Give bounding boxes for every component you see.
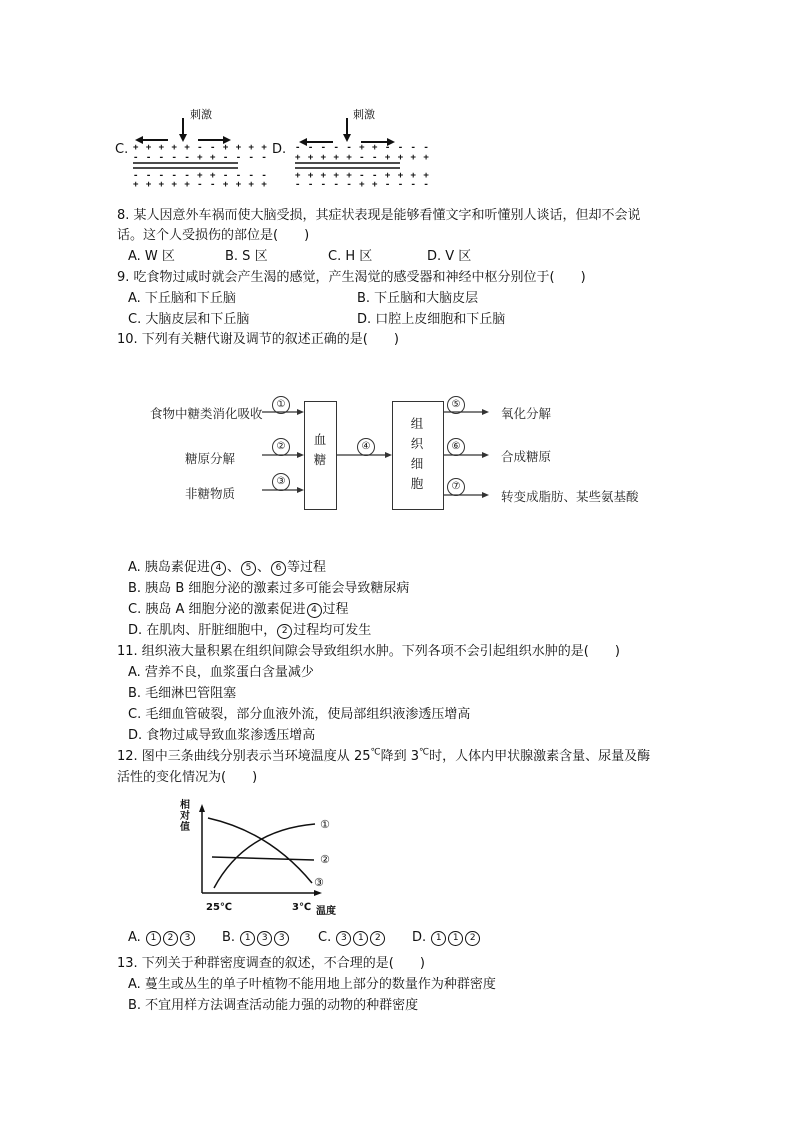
stimulus-label-d: 刺激 [353, 108, 375, 121]
step-7: ⑦ [447, 478, 465, 496]
option-b: B. 毛细淋巴管阻塞 [128, 686, 237, 701]
blood-sugar-label: 血糖 [313, 432, 327, 467]
option-a: A. 下丘脑和下丘脑 [128, 291, 236, 306]
question-stem-cont: 话。这个人受损伤的部位是( ) [117, 228, 310, 243]
output-oxidation: 氧化分解 [501, 406, 552, 421]
question-stem: 10. 下列有关糖代谢及调节的叙述正确的是( ) [117, 332, 399, 347]
option-a: A. 胰岛素促进 4 、 5 、 6 等过程 [128, 560, 326, 575]
step-6: ⑥ [447, 438, 465, 456]
option-c: C. 毛细血管破裂，部分血液外流，使局部组织液渗透压增高 [128, 707, 471, 722]
question-stem: 12. 图中三条曲线分别表示当环境温度从 25℃降到 3℃时，人体内甲状腺激素含量、尿量及酶 [117, 747, 651, 764]
step-ref: 6 [271, 561, 286, 576]
curve-label-1: ① [320, 818, 330, 831]
question-stem: 9. 吃食物过咸时就会产生渴的感觉，产生渴觉的感受器和神经中枢分别位于( ) [117, 270, 586, 285]
x-axis-label: 温度 [316, 906, 336, 917]
option-label-c: C. [115, 142, 129, 157]
option-d: D. 口腔上皮细胞和下丘脑 [357, 312, 506, 327]
step-ref: 4 [211, 561, 226, 576]
charge-row-4: + + + + + - - + + + + [133, 180, 268, 190]
option-a: A. 营养不良，血浆蛋白含量减少 [128, 665, 314, 680]
curve-label-3: ③ [314, 876, 324, 889]
option-d: D. 1 1 2 [412, 930, 481, 946]
option-label-d: D. [272, 142, 287, 157]
option-a: A. 蔓生或丛生的单子叶植物不能用地上部分的数量作为种群密度 [128, 977, 496, 992]
tissue-cell-label: 组织细胞 [410, 416, 424, 491]
option-b: B. 不宜用样方法调查活动能力强的动物的种群密度 [128, 998, 419, 1013]
x-start-label: 25℃ [206, 902, 233, 913]
source-food-digestion: 食物中糖类消化吸收 [150, 406, 263, 421]
option-b: B. S 区 [225, 249, 268, 264]
option-b: B. 胰岛 B 细胞分泌的激素过多可能会导致糖尿病 [128, 581, 410, 596]
source-non-sugar: 非糖物质 [185, 486, 236, 501]
step-4: ④ [357, 438, 375, 456]
step-2: ② [272, 438, 290, 456]
option-d: D. 食物过咸导致血浆渗透压增高 [128, 728, 316, 743]
output-glycogen-synthesis: 合成糖原 [501, 449, 552, 464]
charge-row-1: + + + + + - - + + + + [133, 143, 268, 153]
option-c: C. 大脑皮层和下丘脑 [128, 312, 250, 327]
option-a: A. W 区 [128, 249, 175, 264]
source-glycogen-breakdown: 糖原分解 [185, 451, 236, 466]
step-5: ⑤ [447, 396, 465, 414]
step-3: ③ [272, 473, 290, 491]
x-end-label: 3℃ [292, 902, 312, 913]
question-stem: 11. 组织液大量积累在组织间隙会导致组织水肿。下列各项不会引起组织水肿的是( ) [117, 644, 620, 659]
option-d: D. V 区 [427, 249, 472, 264]
charge-row-2: + + + + + - - + + + + [295, 153, 430, 163]
question-stem: 13. 下列关于种群密度调查的叙述，不合理的是( ) [117, 956, 425, 971]
option-c: C. H 区 [328, 249, 373, 264]
option-a: A. 1 2 3 [128, 930, 196, 946]
option-b: B. 1 3 3 [222, 930, 290, 946]
option-c: C. 胰岛 A 细胞分泌的激素促进 4 过程 [128, 602, 349, 617]
step-ref: 5 [241, 561, 256, 576]
curve-label-2: ② [320, 853, 330, 866]
charge-row-2: - - - - - + + - - - - [133, 153, 268, 163]
option-b: B. 下丘脑和大脑皮层 [357, 291, 479, 306]
charge-row-4: - - - - - + + - - - - [295, 180, 430, 190]
option-d: D. 在肌肉、肝脏细胞中， 2 过程均可发生 [128, 623, 372, 638]
output-fat-amino: 转变成脂肪、某些氨基酸 [501, 489, 639, 504]
step-1: ① [272, 396, 290, 414]
question-stem-cont: 活性的变化情况为( ) [117, 770, 258, 785]
charge-row-3: - - - - - + + - - - - [133, 171, 268, 181]
charge-row-1: - - - - - + + - - - - [295, 143, 430, 153]
step-ref: 2 [277, 624, 292, 639]
charge-row-3: + + + + + - - + + + + [295, 171, 430, 181]
graph-ylabel: 相对值 [180, 800, 190, 833]
question-stem: 8. 某人因意外车祸而使大脑受损，其症状表现是能够看懂文字和听懂别人谈话，但却不会说 [117, 208, 641, 223]
stimulus-label-c: 刺激 [190, 108, 212, 121]
option-c: C. 3 1 2 [318, 930, 386, 946]
step-ref: 4 [307, 603, 322, 618]
